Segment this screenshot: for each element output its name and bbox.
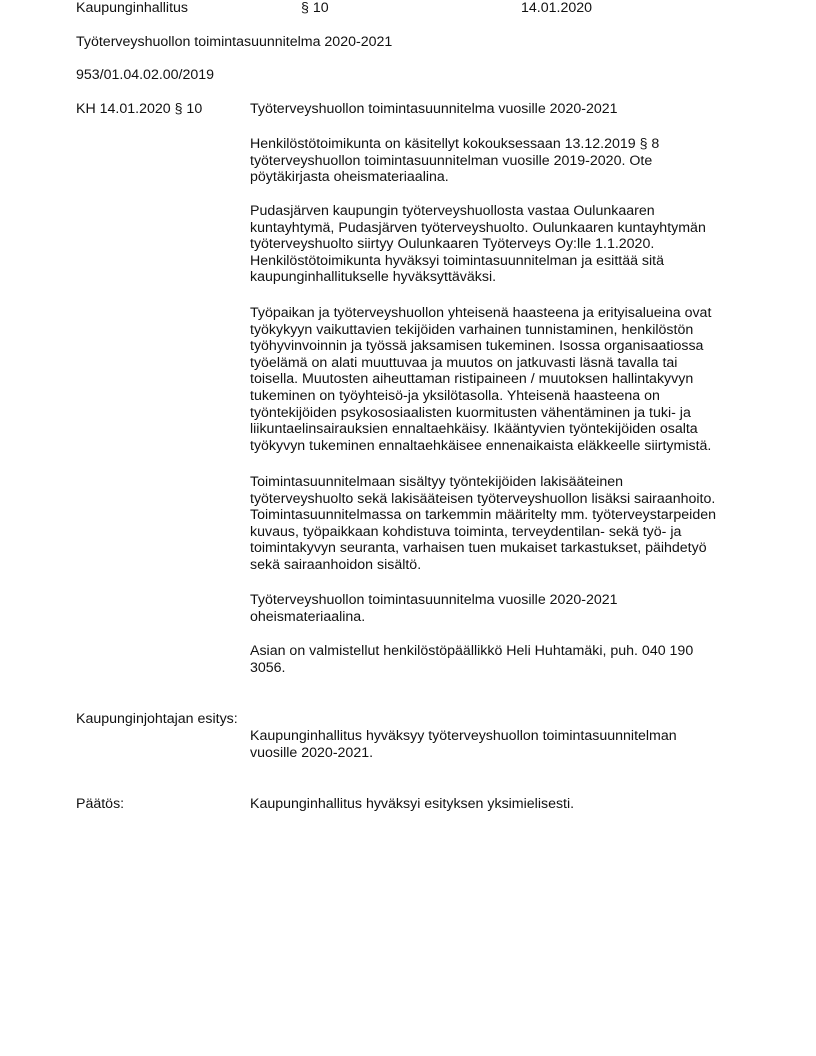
document-title: Työterveyshuollon toimintasuunnitelma 2020-2021	[76, 34, 393, 50]
paragraph-line: oheismateriaalina.	[250, 608, 366, 625]
paragraph-line: Asian on valmistellut henkilöstöpäällikkö Heli Huhtamäki, puh. 040 190	[250, 643, 694, 659]
paragraph-line: toimintakyvyn seuranta, varhaisen tuen mukaiset tarkastukset, päihdetyö	[250, 540, 707, 557]
paragraph-line: Toimintasuunnitelmaan sisältyy työntekijöiden lakisääteinen	[250, 474, 624, 490]
decision-text: Kaupunginhallitus hyväksyi esityksen yksimielisesti.	[250, 796, 575, 812]
paragraph-line: Henkilöstötoimikunta hyväksyi toimintasuunnitelman ja esittää sitä	[250, 252, 665, 269]
proposal-text	[250, 728, 750, 761]
paragraph-line: Henkilöstötoimikunta on käsitellyt kokouksessaan 13.12.2019 § 8	[250, 136, 660, 152]
paragraph-5	[250, 592, 750, 625]
session-ref: KH 14.01.2020 § 10	[76, 101, 203, 117]
paragraph-line: työelämä on alati muuttuvaa ja muutos on jatkuvasti läsnä tavalla tai	[250, 354, 678, 371]
proposal-label: Kaupunginjohtajan esitys:	[76, 711, 238, 727]
paragraph-line: työntekijöiden psykososiaalisten kuormitusten vähentäminen ja tuki- ja	[250, 404, 691, 421]
header-body: Kaupunginhallitus	[76, 0, 189, 16]
proposal-line: vuosille 2020-2021.	[250, 744, 374, 761]
paragraph-line: Pudasjärven kaupungin työterveyshuollosta vastaa Oulunkaaren	[250, 203, 655, 219]
paragraph-4	[250, 474, 750, 574]
paragraph-line: tukeminen on työyhteisö-ja yksilötasolla. Yhteisenä haasteena on	[250, 387, 660, 404]
decision-label: Päätös:	[76, 796, 125, 812]
paragraph-line: työhyvinvoinnin ja työssä jaksamisen tukeminen. Isossa organisaatiossa	[250, 338, 704, 355]
header-date: 14.01.2020	[521, 0, 593, 16]
paragraph-line: kuvaus, työpaikkaan kohdistuva toiminta, terveydentilan- sekä työ- ja	[250, 523, 682, 540]
paragraph-line: työterveyshuolto siirtyy Oulunkaaren Työterveys Oy:lle 1.1.2020.	[250, 236, 655, 253]
paragraph-1	[250, 136, 750, 186]
paragraph-line: Työpaikan ja työterveyshuollon yhteisenä haasteena ja erityisalueina ovat	[250, 305, 712, 321]
paragraph-line: työterveyshuolto sekä lakisääteisen työterveyshuollon lisäksi sairaanhoito.	[250, 490, 716, 507]
paragraph-6	[250, 643, 750, 676]
paragraph-line: 3056.	[250, 659, 286, 676]
paragraph-line: sekä sairaanhoidon sisältö.	[250, 556, 422, 573]
paragraph-line: kuntayhtymä, Pudasjärven työterveyshuolto. Oulunkaaren kuntayhtymän	[250, 219, 706, 236]
paragraph-line: Työterveyshuollon toimintasuunnitelma vuosille 2020-2021	[250, 592, 618, 608]
proposal-line: Kaupunginhallitus hyväksyy työterveyshuollon toimintasuunnitelman	[250, 728, 677, 744]
paragraph-line: toisella. Muutosten aiheuttaman ristipaineen / muutoksen hallintakyvyn	[250, 371, 694, 388]
paragraph-3	[250, 305, 750, 454]
paragraph-line: työkykyyn vaikuttavien tekijöiden varhainen tunnistaminen, henkilöstön	[250, 321, 694, 338]
record-number: 953/01.04.02.00/2019	[76, 67, 215, 83]
paragraph-line: Toimintasuunnitelmassa on tarkemmin määritelty mm. työterveystarpeiden	[250, 507, 717, 524]
paragraph-line: työterveyshuollon toimintasuunnitelman vuosille 2019-2020. Ote	[250, 152, 653, 169]
paragraph-line: pöytäkirjasta oheismateriaalina.	[250, 169, 449, 186]
paragraph-line: työkyvyn tukeminen ennaltaehkäisee ennenaikaista eläkkeelle siirtymistä.	[250, 437, 712, 454]
header-section: § 10	[301, 0, 329, 16]
session-subject: Työterveyshuollon toimintasuunnitelma vuosille 2020-2021	[250, 101, 618, 117]
paragraph-line: liikuntaelinsairauksien ennaltaehkäisy. Ikääntyvien työntekijöiden osalta	[250, 421, 698, 438]
paragraph-2	[250, 203, 750, 286]
paragraph-line: kaupunginhallitukselle hyväksyttäväksi.	[250, 269, 497, 286]
